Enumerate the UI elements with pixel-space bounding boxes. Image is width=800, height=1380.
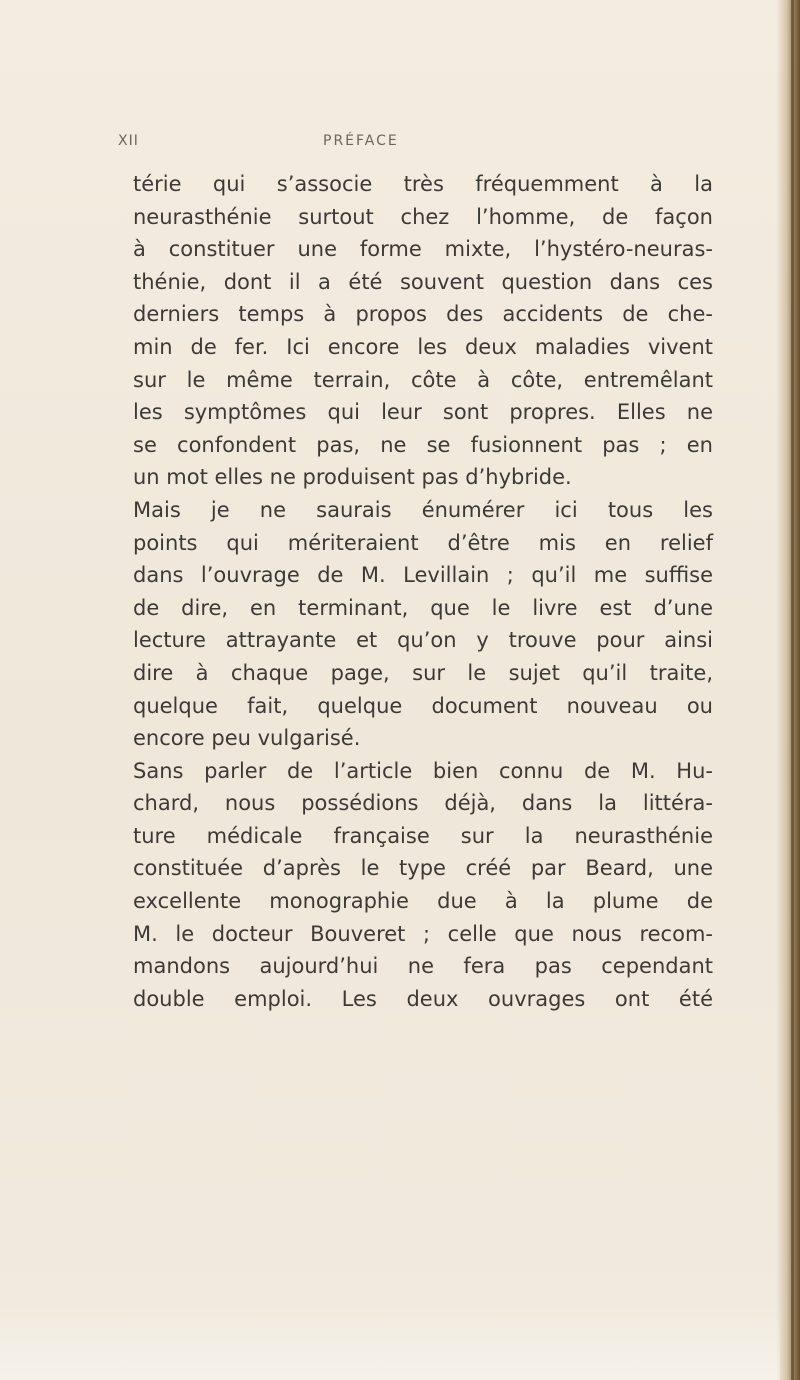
text-line: de dire, en terminant, que le livre est d’une xyxy=(133,595,713,620)
text-line: à constituer une forme mixte, l’hystéro-neuras- xyxy=(133,237,713,262)
page-header xyxy=(0,133,780,155)
text-line: un mot elles ne produisent pas d’hybride. xyxy=(133,465,572,490)
text-line: dans l’ouvrage de M. Levillain ; qu’il me suffise xyxy=(133,563,713,588)
text-line: double emploi. Les deux ouvrages ont été xyxy=(133,986,713,1011)
text-line: lecture attrayante et qu’on y trouve pour ainsi xyxy=(133,628,713,653)
text-line: min de fer. Ici encore les deux maladies vivent xyxy=(133,334,713,359)
body-text xyxy=(133,168,713,1015)
text-line: quelque fait, quelque document nouveau ou xyxy=(133,693,713,718)
text-line: encore peu vulgarisé. xyxy=(133,726,361,751)
text-line: neurasthénie surtout chez l’homme, de façon xyxy=(133,204,713,229)
text-line: les symptômes qui leur sont propres. Elles ne xyxy=(133,400,713,425)
text-line: ture médicale française sur la neurasthénie xyxy=(133,823,713,848)
text-line: excellente monographie due à la plume de xyxy=(133,889,713,914)
text-line: se confondent pas, ne se fusionnent pas ; en xyxy=(133,432,713,457)
text-line: sur le même terrain, côte à côte, entremêlant xyxy=(133,367,713,392)
running-head: PRÉFACE xyxy=(323,133,399,149)
page-binding-edge xyxy=(776,0,800,1380)
text-line: mandons aujourd’hui ne fera pas cependant xyxy=(133,954,713,979)
text-line: dire à chaque page, sur le sujet qu’il traite, xyxy=(133,660,713,685)
text-line: M. le docteur Bouveret ; celle que nous recom- xyxy=(133,921,713,946)
text-line: derniers temps à propos des accidents de che- xyxy=(133,302,713,327)
text-line: Sans parler de l’article bien connu de M. Hu- xyxy=(133,758,713,783)
page-binding-shadow xyxy=(791,0,794,1380)
text-line: Mais je ne saurais énumérer ici tous les xyxy=(133,497,713,522)
text-line: constituée d’après le type créé par Beard, une xyxy=(133,856,713,881)
page-number: XII xyxy=(118,133,139,149)
text-line: thénie, dont il a été souvent question dans ces xyxy=(133,269,713,294)
text-line: points qui mériteraient d’être mis en relief xyxy=(133,530,713,555)
text-line: térie qui s’associe très fréquemment à la xyxy=(133,172,713,196)
page-bottom-fade xyxy=(0,1300,780,1380)
text-line: chard, nous possédions déjà, dans la littéra- xyxy=(133,791,713,816)
